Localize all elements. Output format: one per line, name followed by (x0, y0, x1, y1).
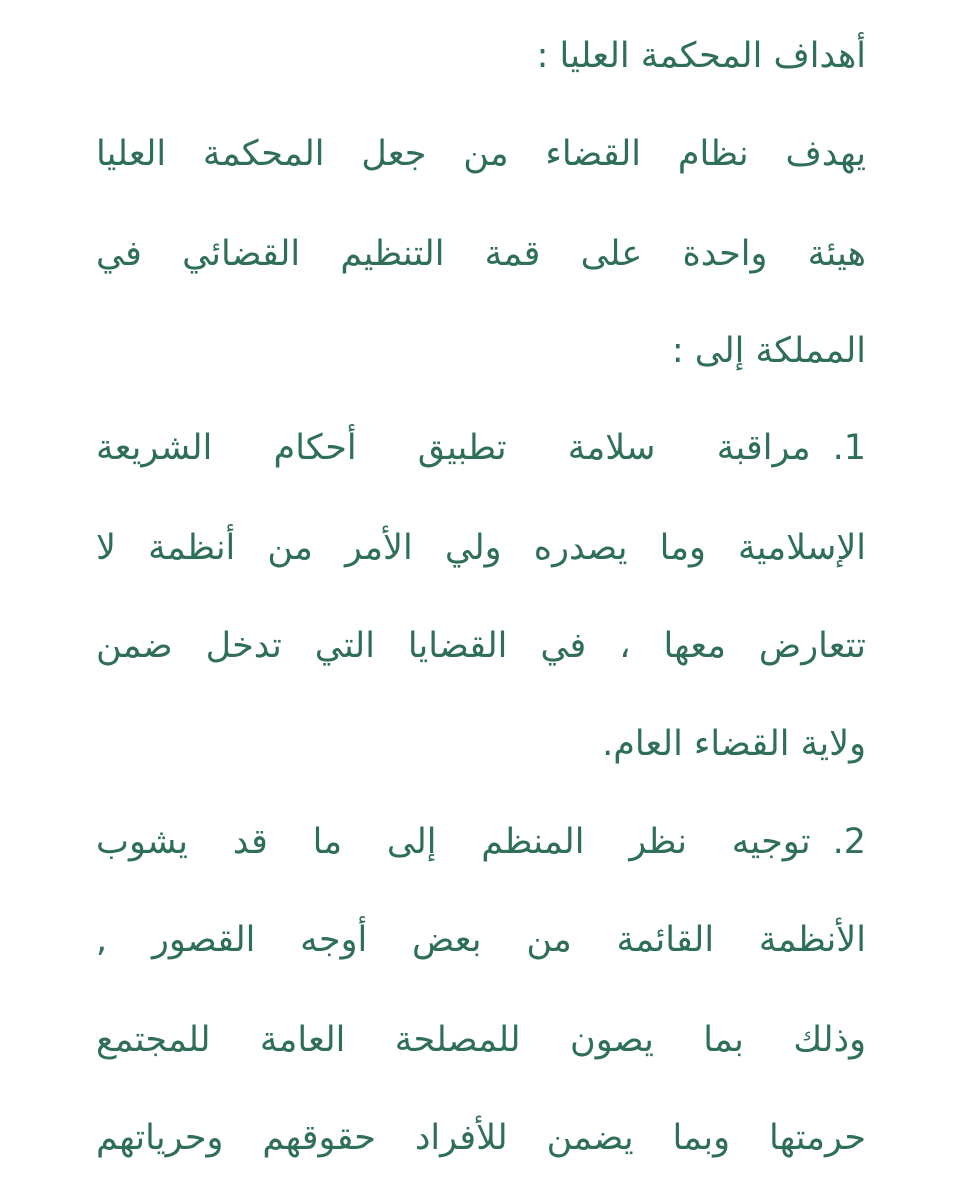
list-item-line: حرمتها وبما يضمن للأفراد حقوقهم وحرياتهم (96, 1118, 866, 1158)
list-item-first-line (96, 420, 866, 476)
heading: أهداف المحكمة العليا : (536, 36, 866, 76)
list-item-line: الأنظمة القائمة من بعض أوجه القصور , (96, 920, 866, 960)
document-body (96, 0, 866, 1200)
list-item-line: الإسلامية وما يصدره ولي الأمر من أنظمة لا (96, 528, 866, 568)
list-item-line: ولاية القضاء العام. (602, 724, 866, 764)
list-item-line: تتعارض معها ، في القضايا التي تدخل ضمن (96, 626, 866, 666)
intro-line: هيئة واحدة على قمة التنظيم القضائي في (96, 234, 866, 274)
list-item-number: 1. (832, 428, 866, 468)
intro-line: المملكة إلى : (671, 331, 866, 371)
list-item-number: 2. (832, 822, 866, 862)
list-item-line: وذلك بما يصون للمصلحة العامة للمجتمع (96, 1020, 866, 1060)
list-item-text: توجيه نظر المنظم إلى ما قد يشوب (96, 822, 811, 862)
intro-line: يهدف نظام القضاء من جعل المحكمة العليا (96, 134, 866, 174)
list-item-text: مراقبة سلامة تطبيق أحكام الشريعة (96, 428, 811, 468)
list-item-first-line (96, 814, 866, 870)
